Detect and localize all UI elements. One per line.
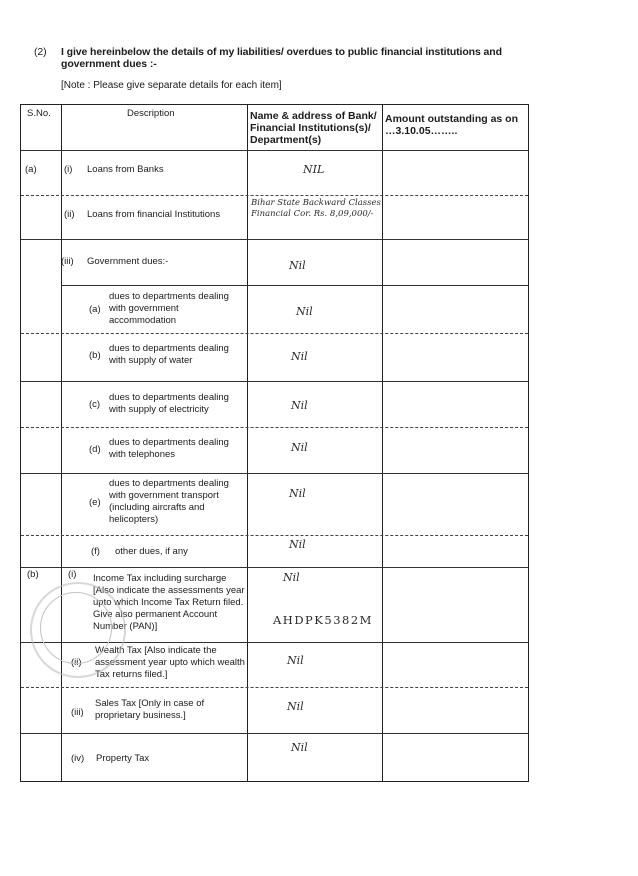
row-subserial: (ii) [71, 657, 82, 668]
header-sno: S.No. [27, 108, 51, 119]
section-title: I give hereinbelow the details of my liabilities/ overdues to public financial institutions and government dues :- [61, 46, 502, 70]
row-serial: (a) [25, 164, 37, 175]
pan-number: AHDPK5382M [273, 613, 373, 627]
handwritten-entry: Nil [291, 741, 308, 754]
row-label: other dues, if any [115, 546, 188, 557]
row-label: Loans from financial Institutions [87, 209, 221, 220]
row-label: Government dues:- [87, 256, 169, 267]
row-item-letter: (f) [91, 546, 100, 557]
row-item-letter: (e) [89, 497, 101, 508]
handwritten-entry: NIL [303, 163, 325, 176]
row-subserial: (i) [68, 569, 77, 580]
row-label: dues to departments dealing with government accommodation [109, 291, 229, 326]
row-subserial: (iii) [71, 707, 84, 718]
handwritten-entry: Nil [289, 487, 306, 500]
row-label: dues to departments dealing with supply of water [109, 343, 229, 366]
row-label: Income Tax including surcharge [Also indicate the assessments year upto which Income Tax Return filed. Give also permanent Account Number (PAN)] [93, 573, 245, 632]
liabilities-table [20, 104, 529, 782]
header-description: Description [127, 108, 175, 119]
row-item-letter: (d) [89, 444, 101, 455]
header-bank: Name & address of Bank/ Financial Institutions(s)/ Department(s) [250, 110, 377, 146]
handwritten-entry: Nil [296, 305, 313, 318]
handwritten-entry: Nil [291, 399, 308, 412]
handwritten-entry: Nil [287, 654, 304, 667]
row-subserial: (iv) [71, 753, 85, 764]
handwritten-entry: Nil [289, 538, 306, 551]
section-number: (2) [34, 46, 47, 58]
row-label: Wealth Tax [Also indicate the assessment year upto which wealth Tax returns filed.] [95, 645, 245, 680]
row-label: Property Tax [96, 753, 150, 764]
row-label: dues to departments dealing with telephones [109, 437, 229, 460]
row-item-letter: (c) [89, 399, 101, 410]
row-label: dues to departments dealing with supply of electricity [109, 392, 229, 415]
handwritten-entry: Nil [289, 259, 306, 272]
official-stamp-inner [40, 592, 112, 664]
row-label: Sales Tax [Only in case of proprietary business.] [95, 698, 205, 721]
row-serial: (b) [27, 569, 39, 580]
row-subserial: (ii) [64, 209, 75, 220]
header-amount: Amount outstanding as on …3.10.05…….. [385, 113, 518, 137]
row-item-letter: (b) [89, 350, 101, 361]
handwritten-entry: Nil [283, 571, 300, 584]
row-item-letter: (a) [89, 304, 101, 315]
row-label: dues to departments dealing with government transport (including aircrafts and helicopters) [109, 478, 229, 525]
handwritten-entry: Nil [287, 700, 304, 713]
handwritten-entry: Nil [291, 441, 308, 454]
note-text: [Note : Please give separate details for each item] [61, 80, 282, 91]
handwritten-entry: Nil [291, 350, 308, 363]
row-subserial: (iii) [61, 256, 74, 267]
row-label: Loans from Banks [87, 164, 164, 175]
handwritten-entry: Bihar State Backward Classes Financial Cor. Rs. 8,09,000/- [251, 198, 381, 219]
row-subserial: (i) [64, 164, 73, 175]
